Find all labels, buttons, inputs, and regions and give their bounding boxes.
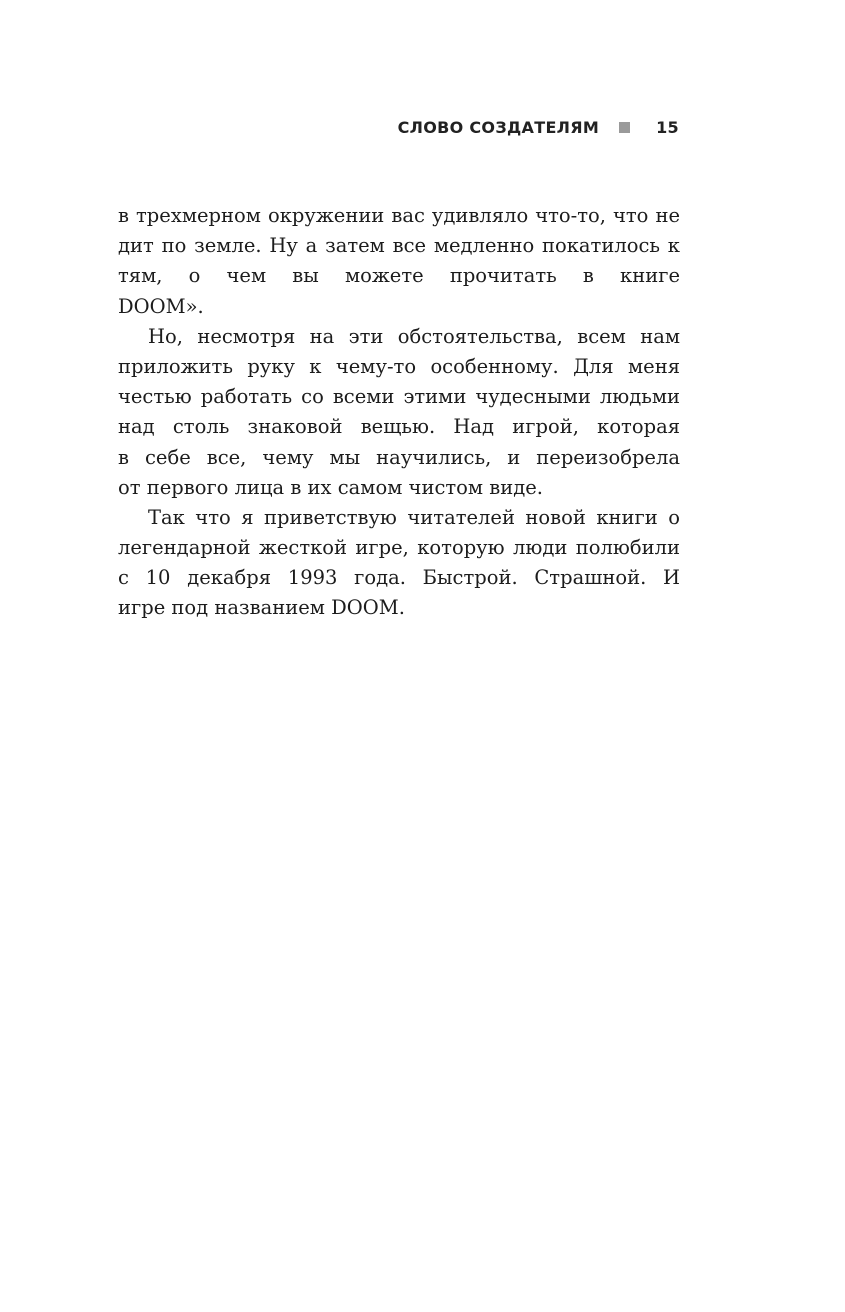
text-line: с 10 декабря 1993 года. Быстрой. Страшной. И xyxy=(118,566,680,590)
text-line: над столь знаковой вещью. Над игрой, которая xyxy=(118,415,680,439)
paragraph-1 xyxy=(118,201,680,322)
paragraph-3 xyxy=(118,503,680,624)
running-header xyxy=(398,118,679,137)
body-text xyxy=(118,201,680,624)
page-number: 15 xyxy=(656,118,679,137)
paragraph-2 xyxy=(118,322,680,503)
square-separator-icon xyxy=(619,122,630,133)
text-line: игре под названием DOOM. xyxy=(118,596,405,620)
text-line: Так что я приветствую читателей новой книги о xyxy=(148,505,680,529)
text-line: в себе все, чему мы научились, и переизобрела xyxy=(118,445,680,469)
text-line: дит по земле. Ну а затем все медленно покатилось к xyxy=(118,234,680,258)
text-line: честью работать со всеми этими чудесными людьми xyxy=(118,385,680,409)
text-line: приложить руку к чему-то особенному. Для меня xyxy=(118,354,680,378)
section-title: СЛОВО СОЗДАТЕЛЯМ xyxy=(397,118,600,137)
text-line: тям, о чем вы можете прочитать в книге xyxy=(118,264,680,288)
text-line: от первого лица в их самом чистом виде. xyxy=(118,475,543,499)
text-line: в трехмерном окружении вас удивляло что-то, что не xyxy=(118,204,680,227)
text-line: DOOM». xyxy=(118,294,204,318)
text-line: Но, несмотря на эти обстоятельства, всем нам xyxy=(148,324,680,348)
text-line: легендарной жесткой игре, которую люди полюбили xyxy=(118,536,680,560)
